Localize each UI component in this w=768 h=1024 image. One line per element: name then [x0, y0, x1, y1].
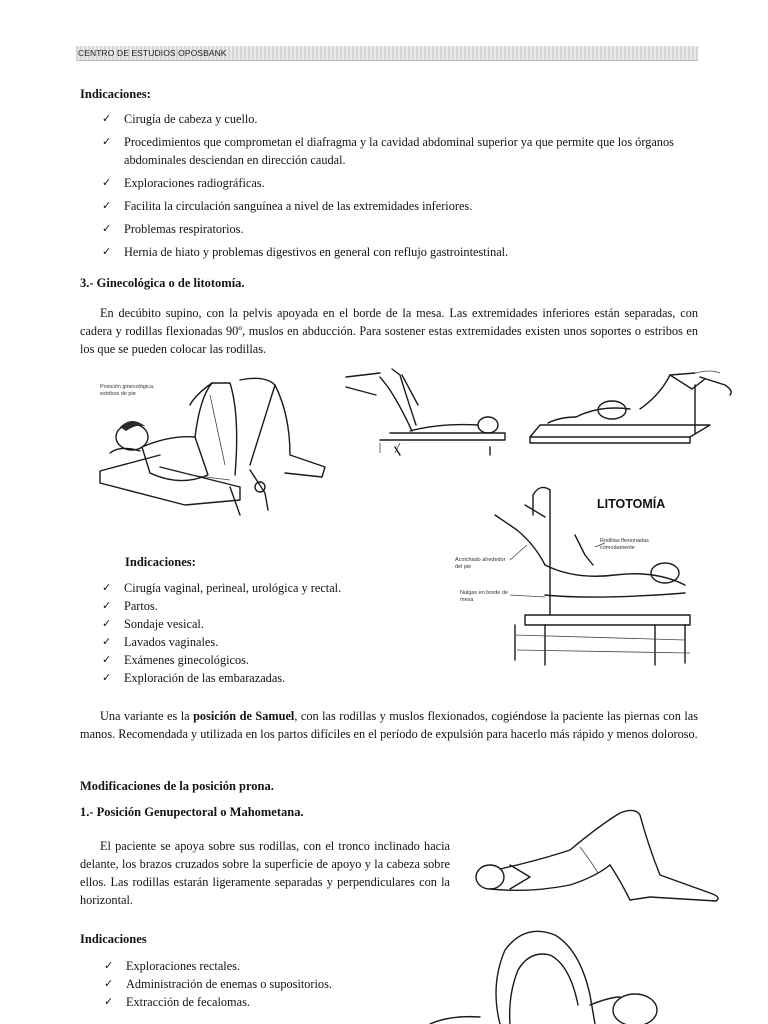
- paragraph-ginecologica: En decúbito supino, con la pelvis apoyada en el borde de la mesa. Las extremidades inferiores están separadas, con cadera y rodillas flexionadas 90º, muslos en abducción. Para sostener estas extremidades existen unos soportes o estribos en los que se pueden colocar las rodillas.: [80, 306, 698, 356]
- list-item: ✓ Partos.: [102, 599, 158, 613]
- list-item: ✓ Problemas respiratorios.: [102, 222, 244, 236]
- check-icon: ✓: [102, 135, 112, 148]
- check-icon: ✓: [102, 599, 112, 612]
- check-icon: ✓: [102, 222, 112, 235]
- list-item: ✓ Cirugía vaginal, perineal, urológica y rectal.: [102, 581, 342, 595]
- paragraph-samuel: Una variante es la posición de Samuel, con las rodillas y muslos flexionados, cogiéndose la paciente las piernas con las manos. Recomendada y utilizada en los partos difíciles en el período de expulsión para hacerlo más rápido y menos doloroso.: [80, 709, 698, 741]
- paragraph-genupectoral: El paciente se apoya sobre sus rodillas, con el tronco inclinado hacia delante, los brazos cruzados sobre la superficie de apoyo y la cabeza sobre ellos. Las rodillas estarán ligeramente separadas y perpendiculares con la horizontal.: [80, 839, 450, 907]
- indications-heading-3: Indicaciones: [80, 932, 147, 946]
- check-icon: ✓: [102, 245, 112, 258]
- section-title-genupectoral: 1.- Posición Genupectoral o Mahometana.: [80, 805, 304, 819]
- figure-prone-variant: [430, 925, 670, 1024]
- indications-heading-1: Indicaciones:: [80, 87, 151, 101]
- label-nalgas: Nalgas en borde de mesa: [460, 590, 509, 603]
- label-knees: Rodillas flexionadas cómodamente: [600, 538, 649, 551]
- check-icon: ✓: [102, 671, 112, 684]
- section-title-prona: Modificaciones de la posición prona.: [80, 779, 274, 793]
- section-title-ginecologica: 3.- Ginecológica o de litotomía.: [80, 276, 245, 290]
- indications-list-3: [104, 957, 434, 1011]
- list-item: ✓ Hernia de hiato y problemas digestivos en general con reflujo gastrointestinal.: [102, 245, 509, 259]
- label-acolchado: Acolchado alrededor del pie: [455, 557, 506, 570]
- header-title: CENTRO DE ESTUDIOS OPOSBANK: [78, 48, 227, 58]
- check-icon: ✓: [102, 112, 112, 125]
- check-icon: ✓: [102, 653, 112, 666]
- indications-heading-2: Indicaciones:: [125, 555, 196, 569]
- check-icon: ✓: [102, 199, 112, 212]
- figure-caption-estribos: Posición ginecológica, estribos de pie: [100, 384, 155, 397]
- samuel-bold: posición de Samuel: [193, 709, 295, 723]
- check-icon: ✓: [102, 617, 112, 630]
- check-icon: ✓: [102, 176, 112, 189]
- litotomia-title: LITOTOMÍA: [597, 497, 666, 511]
- list-item: ✓ Procedimientos que comprometan el diafragma y la cavidad abdominal superior ya que permite que los órganos abdominales desciendan en dirección caudal.: [102, 135, 674, 167]
- check-icon: ✓: [104, 995, 114, 1008]
- list-item: ✓ Cirugía de cabeza y cuello.: [102, 112, 258, 126]
- check-icon: ✓: [102, 635, 112, 648]
- list-item: ✓ Administración de enemas o supositorios.: [104, 977, 332, 991]
- indications-list-1: [102, 110, 700, 261]
- indications-list-2: [102, 579, 442, 687]
- check-icon: ✓: [104, 959, 114, 972]
- figure-lithotomy-side: [340, 365, 510, 455]
- check-icon: ✓: [102, 581, 112, 594]
- list-item: ✓ Exploraciones rectales.: [104, 959, 241, 973]
- list-item: ✓ Exploración de las embarazadas.: [102, 671, 286, 685]
- list-item: ✓ Lavados vaginales.: [102, 635, 219, 649]
- list-item: ✓ Exámenes ginecológicos.: [102, 653, 249, 667]
- check-icon: ✓: [104, 977, 114, 990]
- list-item: ✓ Sondaje vesical.: [102, 617, 204, 631]
- list-item: ✓ Facilita la circulación sanguínea a nivel de las extremidades inferiores.: [102, 199, 473, 213]
- list-item: ✓ Exploraciones radiográficas.: [102, 176, 265, 190]
- figure-lithotomy-table: [520, 365, 740, 455]
- list-item: ✓ Extracción de fecalomas.: [104, 995, 250, 1009]
- figure-genupectoral: [470, 805, 730, 915]
